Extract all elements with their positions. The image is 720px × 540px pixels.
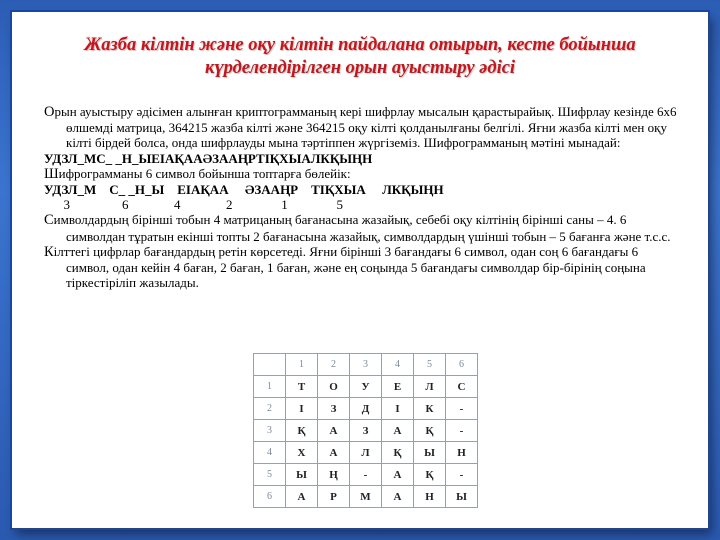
table-cell: Ң <box>318 464 350 486</box>
table-cell: Л <box>414 376 446 398</box>
paragraph-intro <box>44 104 684 151</box>
column-header: 5 <box>414 354 446 376</box>
table-row <box>254 376 478 398</box>
table-cell: З <box>318 398 350 420</box>
table-cell: С <box>446 376 478 398</box>
column-header: 1 <box>286 354 318 376</box>
paragraph-key <box>44 244 684 291</box>
table-cell: I <box>286 398 318 420</box>
table-cell: Қ <box>286 420 318 442</box>
table-cell: М <box>350 486 382 508</box>
table-cell: А <box>382 486 414 508</box>
paragraph-intro-text: рын ауыстыру әдісімен алынған криптограмманың кері шифрлау мысалын қарастырайық. Шифрлау кезінде 6х6 өлшемді матрица, 364215 жазба кілті және 364215 оқу кілті қолданылғаны белгілі. Яғни жазба кілті мен оқу кілті бірдей болса, онда шифрлауды мына тәртіппен жүргіземіз. Шифрограмманың мәтіні мынадай: <box>54 104 677 151</box>
table-cell: Т <box>286 376 318 398</box>
paragraph-key-text: ілттегі цифрлар бағандардың ретін көрсетеді. Яғни бірінші 3 бағандағы 6 символ, одан соң 6 бағандағы 6 символ, одан кейін 4 баған, 2 баған, 1 баған, және ең соңында 5 бағандағы символдар бір-бірінің соңына тіркестіріліп жазылады. <box>53 243 646 291</box>
table-cell: Қ <box>414 464 446 486</box>
table-cell: Қ <box>382 442 414 464</box>
table-row <box>254 464 478 486</box>
paragraph-split-text: ифрограмманы 6 символ бойынша топтарға бөлейік: <box>58 165 351 181</box>
row-header: 4 <box>254 442 286 464</box>
table-cell: - <box>446 398 478 420</box>
table-cell: Х <box>286 442 318 464</box>
matrix-table <box>253 353 478 508</box>
row-header: 5 <box>254 464 286 486</box>
row-header: 3 <box>254 420 286 442</box>
paragraph-columns <box>44 212 684 243</box>
paragraph-split <box>44 166 684 182</box>
table-cell: А <box>318 442 350 464</box>
slide-body <box>44 104 684 290</box>
row-header: 6 <box>254 486 286 508</box>
table-cell: Е <box>382 376 414 398</box>
paragraph-key-initial: К <box>44 243 54 260</box>
slide <box>12 12 708 528</box>
table-cell: - <box>446 464 478 486</box>
table-cell: А <box>382 420 414 442</box>
table-cell: О <box>318 376 350 398</box>
row-header: 1 <box>254 376 286 398</box>
table-cell: - <box>446 420 478 442</box>
table-cell: У <box>350 376 382 398</box>
ciphertext: УДЗЛ_МС_ _Н_ЫЕIАҚААӘЗААҢРТIҚХЫАЛКҚЫҢН <box>44 150 373 166</box>
table-cell: А <box>318 420 350 442</box>
table-header-row <box>254 354 478 376</box>
table-cell: Қ <box>414 420 446 442</box>
table-row <box>254 486 478 508</box>
table-cell: Р <box>318 486 350 508</box>
table-row <box>254 420 478 442</box>
key-numbers: 3 6 4 2 1 5 <box>44 197 343 213</box>
table-cell: З <box>350 420 382 442</box>
paragraph-columns-initial: С <box>44 212 54 229</box>
table-corner <box>254 354 286 376</box>
table-cell: Д <box>350 398 382 420</box>
column-header: 2 <box>318 354 350 376</box>
table-cell: Ы <box>414 442 446 464</box>
row-header: 2 <box>254 398 286 420</box>
table-cell: I <box>382 398 414 420</box>
table-row <box>254 398 478 420</box>
slide-title: Жазба кілтін және оқу кілтін пайдалана отырып, кесте бойынша күрделендірілген орын ауыстыру әдісі <box>84 35 636 78</box>
table-cell: Н <box>446 442 478 464</box>
table-cell: - <box>350 464 382 486</box>
table-cell: Н <box>414 486 446 508</box>
table-cell: Ы <box>286 464 318 486</box>
table-row <box>254 442 478 464</box>
column-header: 3 <box>350 354 382 376</box>
table-cell: Ы <box>446 486 478 508</box>
paragraph-intro-initial: О <box>44 104 55 120</box>
table-cell: К <box>414 398 446 420</box>
table-cell: Л <box>350 442 382 464</box>
column-header: 6 <box>446 354 478 376</box>
table-cell: А <box>382 464 414 486</box>
cipher-groups: УДЗЛ_М С_ _Н_Ы ЕIАҚАА ӘЗААҢР ТIҚХЫА ЛКҚЫҢН <box>44 182 444 198</box>
column-header: 4 <box>382 354 414 376</box>
table-cell: А <box>286 486 318 508</box>
paragraph-split-initial: Ш <box>44 165 59 182</box>
paragraph-columns-text: имволдардың бірінші тобын 4 матрицаның бағанасына жазайық, себебі оқу кілтінің бірінші саны – 4. 6 символдан тұратын екінші топты 2 бағанасына жазайық, символдардың үшінші тобын – 5 бағанға және т.с.с. <box>53 212 671 244</box>
